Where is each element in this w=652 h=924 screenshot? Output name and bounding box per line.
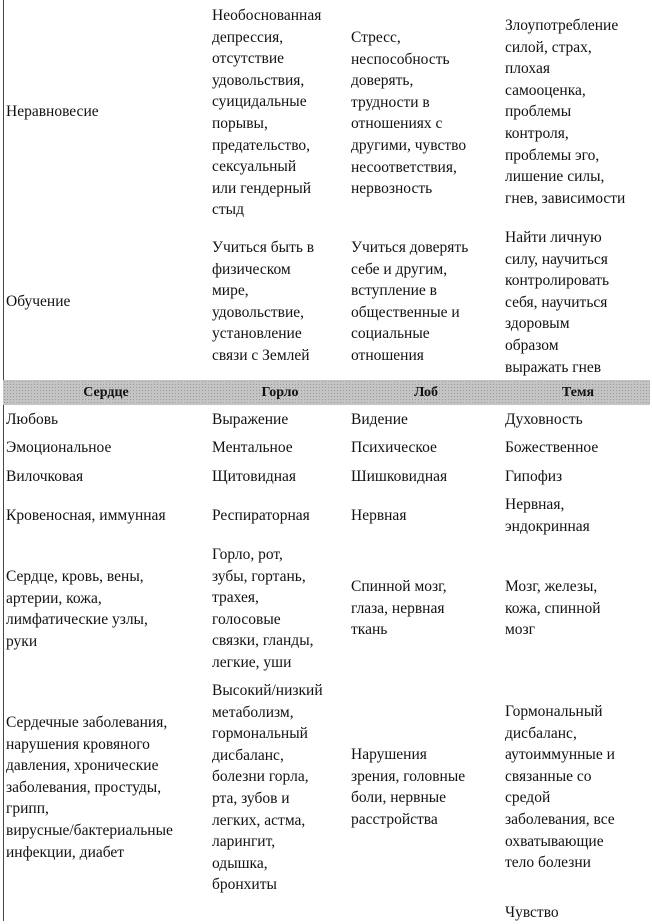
table-cell: Духовность [505, 411, 583, 428]
table-cell: Шишковидная [351, 468, 448, 485]
table-cell: Нервная, эндокринная [505, 496, 590, 535]
table-cell: Любовь [6, 411, 59, 428]
header-heart: Сердце [83, 385, 129, 400]
table-cell: Кровеносная, иммунная [6, 507, 166, 524]
cell-learning-col3: Учиться доверять себе и другим, вступление в общественные и социальные отношения [351, 239, 469, 364]
header-crown: Темя [561, 385, 595, 400]
table-cell: Горло, рот, зубы, гортань, трахея, голосовые связки, гланды, легкие, уши [212, 546, 314, 671]
table-cell: Гормональный дисбаланс, аутоиммунные и связанные со средой заболевания, все охватывающие тело болезни [505, 703, 615, 872]
table-cell: Божественное [505, 439, 599, 456]
table-cell: Чувство [505, 904, 559, 921]
header-throat: Горло [261, 385, 299, 400]
table-cell: Гипофиз [505, 468, 563, 485]
row-label-learning: Обучение [6, 293, 71, 310]
table-cell: Психическое [351, 439, 437, 456]
table-cell: Сердечные заболевания, нарушения кровяного давления, хронические заболевания, простуды, грипп, вирусные/бактериальные инфекции, диабет [6, 714, 173, 861]
table-cell: Щитовидная [212, 468, 297, 485]
cell-learning-col4: Найти личную силу, научиться контролировать себя, научиться здоровым образом выражать гнев [505, 229, 610, 376]
table-cell: Выражение [212, 411, 289, 428]
table-cell: Нарушения зрения, головные боли, нервные расстройства [351, 746, 466, 828]
table-cell: Вилочковая [6, 468, 84, 485]
table-cell: Высокий/низкий метаболизм, гормональный дисбаланс, болезни горла, рта, зубов и легких, астма, ларингит, одышка, бронхиты [212, 682, 323, 894]
table-cell: Сердце, кровь, вены, артерии, кожа, лимфатические узлы, руки [6, 568, 148, 650]
cell-imbalance-col3: Стресс, неспособность доверять, трудности в отношениях с другими, чувство несоответствия, нервозность [351, 29, 467, 198]
header-forehead: Лоб [413, 385, 439, 400]
table-cell: Эмоциональное [6, 439, 112, 456]
table-cell: Видение [351, 411, 408, 428]
table-cell: Мозг, железы, кожа, спинной мозг [505, 578, 601, 639]
table-cell: Ментальное [212, 439, 293, 456]
table-cell: Респираторная [212, 507, 310, 524]
cell-learning-col2: Учиться быть в физическом мире, удовольствие, установление связи с Землей [212, 239, 315, 364]
cell-imbalance-col2: Необоснованная депрессия, отсутствие удовольствия, суицидальные порывы, предательство, сексуальный или гендерный стыд [212, 7, 322, 219]
table-cell: Нервная [351, 507, 407, 524]
row-label-imbalance: Неравновесие [6, 103, 99, 120]
table-cell: Спинной мозг, глаза, нервная ткань [351, 578, 447, 639]
table-left-border [3, 0, 4, 921]
cell-imbalance-col4: Злоупотребление силой, страх, плохая самооценка, проблемы контроля, проблемы эго, лишение силы, гнев, зависимости [505, 17, 626, 207]
